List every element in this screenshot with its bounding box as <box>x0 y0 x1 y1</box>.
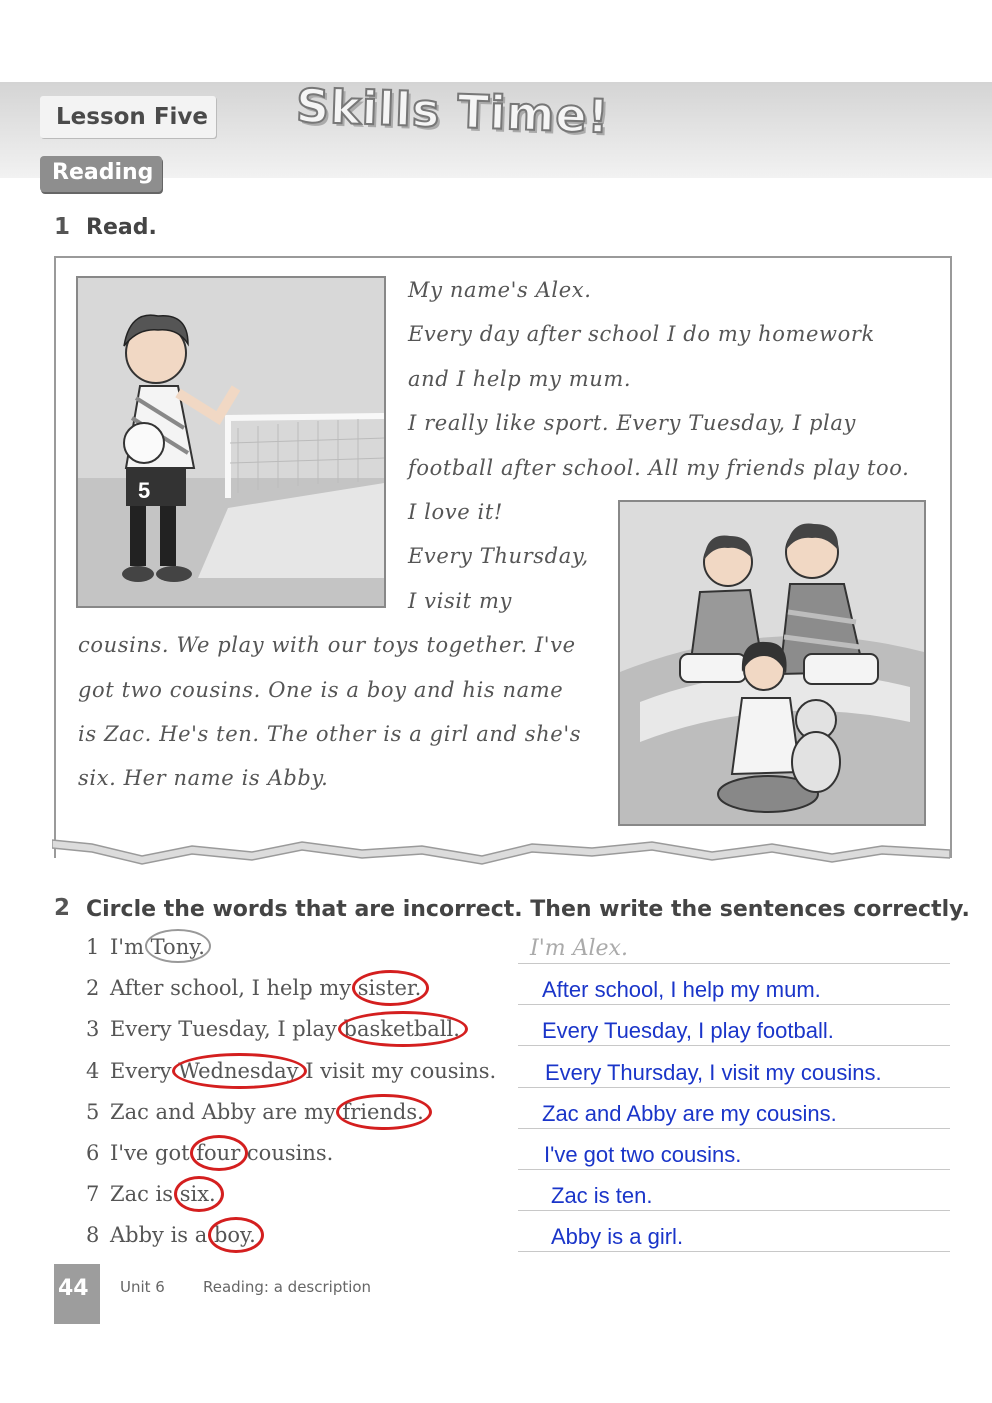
item-number: 6 <box>86 1141 100 1165</box>
item-text-before: Zac is <box>110 1182 180 1206</box>
circled-word: sister. <box>357 976 422 1000</box>
item-number: 3 <box>86 1017 100 1041</box>
exercise-1-number: 1 <box>54 214 71 240</box>
skills-time-title: Skills Time! <box>295 78 611 144</box>
red-circle-mark <box>174 1176 224 1212</box>
item-text-before: Abby is a <box>110 1223 214 1247</box>
item-text-after: cousins. <box>240 1141 334 1165</box>
item-number: 1 <box>86 935 100 959</box>
red-circle-mark <box>338 1011 468 1047</box>
story-line: football after school. All my friends play too. <box>408 456 910 480</box>
answer-line <box>518 1128 950 1129</box>
answer-line <box>518 1087 950 1088</box>
story-line: is Zac. He's ten. The other is a girl and she's <box>78 722 582 746</box>
example-answer: I'm Alex. <box>530 936 628 961</box>
circled-word: boy. <box>213 1223 256 1247</box>
story-line: cousins. We play with our toys together. I've <box>78 633 576 657</box>
red-circle-mark <box>172 1053 306 1089</box>
torn-paper-edge <box>52 838 950 878</box>
story-line: Every day after school I do my homework <box>408 322 875 346</box>
lesson-label: Lesson Five <box>56 104 209 130</box>
red-circle-mark <box>208 1217 264 1253</box>
red-circle-mark <box>145 929 211 963</box>
handwritten-answer: Every Thursday, I visit my cousins. <box>545 1060 882 1085</box>
handwritten-answer: I've got two cousins. <box>544 1142 742 1167</box>
circled-word: Tony. <box>150 935 205 959</box>
answer-line <box>518 1004 950 1005</box>
footer-unit: Unit 6 <box>120 1278 165 1296</box>
item-number: 5 <box>86 1100 100 1124</box>
section-label: Reading <box>52 160 154 185</box>
circled-word: four <box>196 1141 241 1165</box>
exercise-2-instruction: Circle the words that are incorrect. Then write the sentences correctly. <box>86 897 970 922</box>
children-playing-illustration <box>618 500 926 826</box>
item-number: 7 <box>86 1182 100 1206</box>
story-line: got two cousins. One is a boy and his name <box>78 678 564 702</box>
answer-line <box>518 1045 950 1046</box>
exercise-2-number: 2 <box>54 895 71 921</box>
red-circle-mark <box>336 1094 431 1130</box>
handwritten-answer: Zac and Abby are my cousins. <box>542 1101 837 1126</box>
handwritten-answer: After school, I help my mum. <box>542 977 821 1002</box>
item-text-before: Zac and Abby are my <box>110 1100 343 1124</box>
circled-word: basketball. <box>343 1017 460 1041</box>
handwritten-answer: Every Tuesday, I play football. <box>542 1018 834 1043</box>
item-number: 8 <box>86 1223 100 1247</box>
answer-line <box>518 963 950 964</box>
footer-topic: Reading: a description <box>203 1278 372 1296</box>
story-line: I love it! <box>408 500 503 524</box>
item-number: 4 <box>86 1059 100 1083</box>
page-number: 44 <box>58 1276 89 1301</box>
story-line: I really like sport. Every Tuesday, I play <box>408 411 856 435</box>
story-line: Every Thursday, <box>408 544 589 568</box>
exercise-1-instruction: Read. <box>86 215 157 240</box>
circled-word: six. <box>179 1182 216 1206</box>
answer-line <box>518 1210 950 1211</box>
item-text-before: Every <box>110 1059 179 1083</box>
item-text-before: After school, I help my <box>110 976 358 1000</box>
story-line: My name's Alex. <box>408 278 592 302</box>
item-text-before: I'm <box>110 935 151 959</box>
handwritten-answer: Zac is ten. <box>551 1183 653 1208</box>
item-number: 2 <box>86 976 100 1000</box>
answer-line <box>518 1169 950 1170</box>
answer-line <box>518 1251 950 1252</box>
circled-word: Wednesday <box>178 1059 299 1083</box>
story-line: six. Her name is Abby. <box>78 766 329 790</box>
story-line: and I help my mum. <box>408 367 632 391</box>
boy-football-illustration <box>76 276 386 608</box>
circled-word: friends. <box>342 1100 424 1124</box>
item-text-before: Every Tuesday, I play <box>110 1017 344 1041</box>
red-circle-mark <box>190 1135 248 1171</box>
story-line: I visit my <box>408 589 512 613</box>
item-text-after: I visit my cousins. <box>298 1059 497 1083</box>
red-circle-mark <box>352 970 430 1006</box>
shirt-number: 5 <box>138 478 151 503</box>
handwritten-answer: Abby is a girl. <box>551 1224 684 1249</box>
item-text-before: I've got <box>110 1141 197 1165</box>
